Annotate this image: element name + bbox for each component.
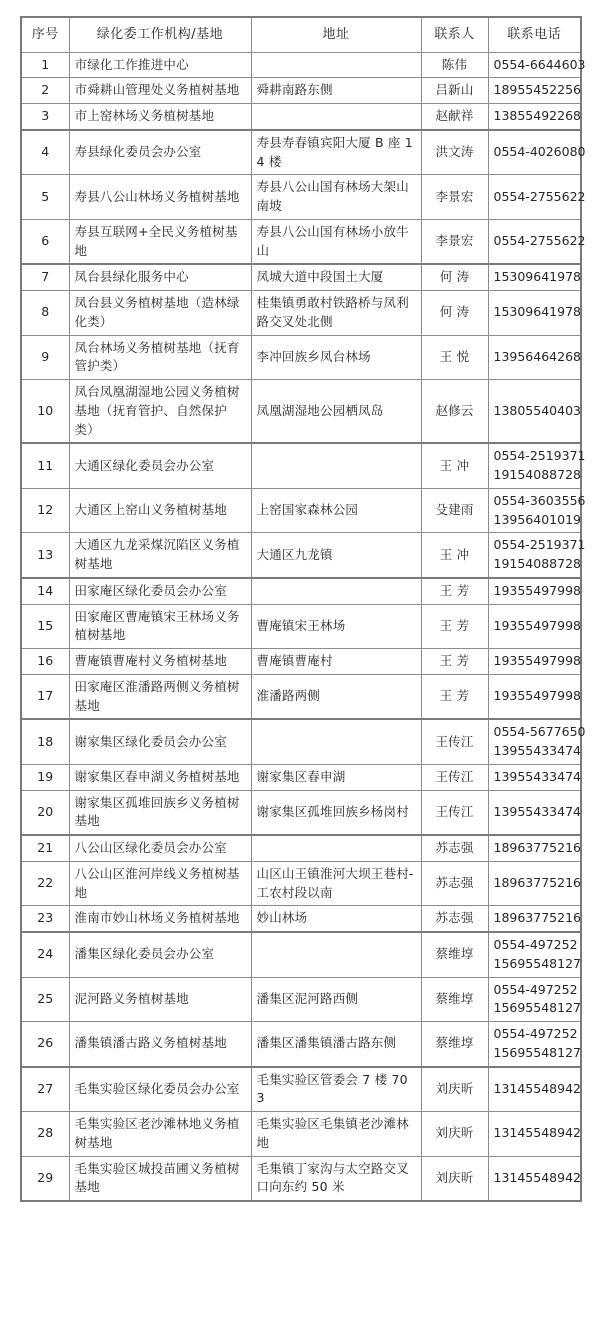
cell-address	[251, 104, 421, 130]
table-row	[21, 1156, 581, 1201]
cell-contact-person: 刘庆昕	[421, 1112, 488, 1157]
cell-phone	[488, 219, 586, 264]
cell-index: 26	[21, 1022, 69, 1067]
cell-organization: 大通区上窑山义务植树基地	[69, 488, 251, 533]
cell-contact-person: 刘庆昕	[421, 1156, 488, 1201]
column-header-address: 地址	[251, 17, 421, 52]
table-row	[21, 764, 581, 790]
cell-contact-person: 赵修云	[421, 380, 488, 444]
cell-index: 1	[21, 52, 69, 78]
cell-organization: 田家庵区淮潘路两侧义务植树基地	[69, 674, 251, 719]
phone-number: 19154088728	[493, 467, 581, 482]
cell-phone	[488, 291, 581, 336]
cell-index: 5	[21, 175, 69, 220]
cell-organization: 八公山区淮河岸线义务植树基地	[69, 861, 251, 906]
cell-contact-person: 吕新山	[421, 78, 488, 104]
cell-address: 谢家集区春申湖	[251, 764, 421, 790]
cell-organization: 大通区绿化委员会办公室	[69, 443, 251, 488]
cell-index: 25	[21, 977, 69, 1022]
table-row	[21, 578, 581, 604]
cell-address	[251, 835, 421, 861]
cell-index: 19	[21, 764, 69, 790]
table-row	[21, 291, 581, 336]
column-header-organization: 绿化委工作机构/基地	[69, 17, 251, 52]
table-row	[21, 604, 581, 649]
table-row	[21, 835, 581, 861]
cell-contact-person: 刘庆昕	[421, 1067, 488, 1112]
cell-contact-person: 李景宏	[421, 175, 488, 220]
cell-contact-person: 蔡维埻	[421, 1022, 488, 1067]
cell-index: 13	[21, 533, 69, 578]
column-header-phone: 联系电话	[488, 17, 581, 52]
table-row	[21, 790, 581, 835]
phone-number: 0554-6644603	[493, 56, 586, 72]
cell-address	[251, 932, 421, 977]
phone-number: 18963775216	[493, 875, 581, 891]
cell-index: 4	[21, 130, 69, 175]
phone-number: 19355497998	[493, 688, 581, 704]
cell-index: 15	[21, 604, 69, 649]
cell-contact-person: 陈伟	[421, 52, 488, 78]
cell-index: 22	[21, 861, 69, 906]
cell-address: 毛集镇丁家沟与太空路交叉口向东约 50 米	[251, 1156, 421, 1201]
cell-phone	[488, 335, 581, 380]
phone-number: 19355497998	[493, 617, 581, 633]
cell-index: 2	[21, 78, 69, 104]
phone-number: 0554-497252	[493, 937, 578, 952]
phone-number: 0554-3603556	[493, 492, 586, 508]
cell-contact-person: 王传江	[421, 790, 488, 835]
cell-index: 6	[21, 219, 69, 264]
table-row	[21, 52, 581, 78]
table-row	[21, 719, 581, 764]
table-row	[21, 674, 581, 719]
cell-organization: 寿县绿化委员会办公室	[69, 130, 251, 175]
phone-number: 13145548942	[493, 1125, 581, 1141]
table-row	[21, 130, 581, 175]
cell-index: 23	[21, 906, 69, 932]
phone-number: 15695548127	[493, 955, 581, 971]
phone-number: 18963775216	[493, 840, 581, 855]
cell-phone	[488, 719, 586, 764]
cell-index: 16	[21, 649, 69, 675]
table-row	[21, 104, 581, 130]
cell-contact-person: 李景宏	[421, 219, 488, 264]
greening-committee-contact-table	[20, 16, 586, 1202]
cell-index: 10	[21, 380, 69, 444]
phone-number: 13956401019	[493, 511, 581, 527]
cell-contact-person: 王 冲	[421, 533, 488, 578]
phone-number: 13805540403	[493, 402, 581, 418]
cell-index: 20	[21, 790, 69, 835]
cell-phone	[488, 78, 581, 104]
cell-phone	[488, 906, 581, 932]
cell-organization: 凤台县义务植树基地（造林绿化类）	[69, 291, 251, 336]
cell-phone	[488, 977, 581, 1022]
cell-organization: 潘集镇潘古路义务植树基地	[69, 1022, 251, 1067]
phone-number: 13955433474	[493, 803, 581, 819]
cell-address: 曹庵镇曹庵村	[251, 649, 421, 675]
phone-number: 13145548942	[493, 1169, 581, 1185]
phone-number: 0554-4026080	[493, 144, 586, 160]
cell-organization: 毛集实验区城投苗圃义务植树基地	[69, 1156, 251, 1201]
cell-phone	[488, 932, 581, 977]
table-row	[21, 906, 581, 932]
cell-address: 潘集区泥河路西侧	[251, 977, 421, 1022]
cell-index: 9	[21, 335, 69, 380]
column-header-contact-person: 联系人	[421, 17, 488, 52]
cell-phone	[488, 104, 581, 130]
cell-address	[251, 578, 421, 604]
cell-address: 淮潘路两侧	[251, 674, 421, 719]
cell-index: 14	[21, 578, 69, 604]
cell-organization: 八公山区绿化委员会办公室	[69, 835, 251, 861]
table-header	[21, 17, 581, 52]
table-row	[21, 932, 581, 977]
table-row	[21, 264, 581, 290]
cell-phone	[488, 533, 586, 578]
table-row	[21, 175, 581, 220]
cell-phone	[488, 130, 586, 175]
cell-phone	[488, 264, 581, 290]
cell-organization: 凤台县绿化服务中心	[69, 264, 251, 290]
cell-address: 寿县八公山国有林场小放牛山	[251, 219, 421, 264]
cell-organization: 田家庵区绿化委员会办公室	[69, 578, 251, 604]
cell-phone	[488, 861, 581, 906]
phone-number: 15309641978	[493, 269, 581, 285]
cell-organization: 市上窑林场义务植树基地	[69, 104, 251, 130]
phone-number: 19355497998	[493, 653, 581, 668]
cell-address: 舜耕南路东侧	[251, 78, 421, 104]
cell-organization: 凤台林场义务植树基地（抚育管护类）	[69, 335, 251, 380]
cell-phone	[488, 835, 581, 861]
cell-organization: 田家庵区曹庵镇宋王林场义务植树基地	[69, 604, 251, 649]
cell-address: 曹庵镇宋王林场	[251, 604, 421, 649]
phone-number: 0554-2519371	[493, 537, 586, 553]
contact-table-wrapper	[20, 16, 586, 1202]
cell-address: 凤凰湖湿地公园栖凤岛	[251, 380, 421, 444]
table-row	[21, 533, 581, 578]
phone-number: 19154088728	[493, 556, 581, 571]
phone-number: 15309641978	[493, 304, 581, 320]
cell-contact-person: 赵献祥	[421, 104, 488, 130]
cell-index: 12	[21, 488, 69, 533]
cell-index: 28	[21, 1112, 69, 1157]
column-header-index: 序号	[21, 17, 69, 52]
cell-contact-person: 王 芳	[421, 604, 488, 649]
cell-organization: 毛集实验区老沙滩林地义务植树基地	[69, 1112, 251, 1157]
cell-contact-person: 王 悦	[421, 335, 488, 380]
table-row	[21, 335, 581, 380]
cell-phone	[488, 1067, 581, 1112]
cell-address: 毛集实验区毛集镇老沙滩林地	[251, 1112, 421, 1157]
cell-phone	[488, 1022, 581, 1067]
phone-number: 0554-2519371	[493, 448, 586, 464]
phone-number: 13855492268	[493, 108, 581, 123]
cell-address: 凤城大道中段国土大厦	[251, 264, 421, 290]
cell-index: 17	[21, 674, 69, 719]
cell-address: 谢家集区孤堆回族乡杨岗村	[251, 790, 421, 835]
table-row	[21, 861, 581, 906]
table-body	[21, 52, 586, 1201]
cell-organization: 寿县互联网+全民义务植树基地	[69, 219, 251, 264]
phone-number: 0554-497252	[493, 981, 578, 997]
cell-address	[251, 719, 421, 764]
cell-organization: 潘集区绿化委员会办公室	[69, 932, 251, 977]
cell-phone	[488, 604, 581, 649]
table-row	[21, 380, 581, 444]
table-header-row	[21, 17, 581, 52]
cell-address: 妙山林场	[251, 906, 421, 932]
table-row	[21, 977, 581, 1022]
phone-number: 19355497998	[493, 582, 581, 598]
cell-index: 11	[21, 443, 69, 488]
table-row	[21, 1022, 581, 1067]
phone-number: 13955433474	[493, 743, 581, 758]
cell-organization: 泥河路义务植树基地	[69, 977, 251, 1022]
cell-index: 7	[21, 264, 69, 290]
cell-address: 桂集镇勇敢村铁路桥与凤利路交叉处北侧	[251, 291, 421, 336]
table-row	[21, 1067, 581, 1112]
phone-number: 13955433474	[493, 768, 581, 784]
phone-number: 15695548127	[493, 1044, 581, 1060]
cell-address	[251, 52, 421, 78]
cell-organization: 毛集实验区绿化委员会办公室	[69, 1067, 251, 1112]
cell-index: 21	[21, 835, 69, 861]
cell-index: 24	[21, 932, 69, 977]
cell-phone	[488, 380, 581, 444]
table-row	[21, 649, 581, 675]
cell-contact-person: 苏志强	[421, 906, 488, 932]
cell-address: 山区山王镇淮河大坝王巷村-工农村段以南	[251, 861, 421, 906]
cell-phone	[488, 790, 581, 835]
table-row	[21, 488, 581, 533]
phone-number: 13956464268	[493, 348, 581, 364]
phone-number: 13145548942	[493, 1080, 581, 1096]
cell-address: 潘集区潘集镇潘古路东侧	[251, 1022, 421, 1067]
cell-contact-person: 苏志强	[421, 861, 488, 906]
cell-organization: 谢家集区春申湖义务植树基地	[69, 764, 251, 790]
cell-index: 29	[21, 1156, 69, 1201]
cell-contact-person: 何 涛	[421, 291, 488, 336]
cell-contact-person: 王传江	[421, 719, 488, 764]
cell-contact-person: 蔡维埻	[421, 977, 488, 1022]
cell-phone	[488, 175, 586, 220]
cell-contact-person: 王 芳	[421, 674, 488, 719]
cell-address: 大通区九龙镇	[251, 533, 421, 578]
cell-phone	[488, 649, 581, 675]
cell-index: 18	[21, 719, 69, 764]
cell-organization: 凤台凤凰湖湿地公园义务植树基地（抚育管护、自然保护类）	[69, 380, 251, 444]
table-row	[21, 443, 581, 488]
cell-organization: 谢家集区绿化委员会办公室	[69, 719, 251, 764]
cell-contact-person: 王 芳	[421, 649, 488, 675]
cell-contact-person: 王 冲	[421, 443, 488, 488]
cell-contact-person: 洪文涛	[421, 130, 488, 175]
cell-organization: 曹庵镇曹庵村义务植树基地	[69, 649, 251, 675]
cell-organization: 市舜耕山管理处义务植树基地	[69, 78, 251, 104]
cell-address: 寿县寿春镇宾阳大厦 B 座 14 楼	[251, 130, 421, 175]
cell-organization: 市绿化工作推进中心	[69, 52, 251, 78]
cell-address: 李冲回族乡凤台林场	[251, 335, 421, 380]
cell-organization: 谢家集区孤堆回族乡义务植树基地	[69, 790, 251, 835]
cell-phone	[488, 488, 586, 533]
cell-phone	[488, 52, 586, 78]
cell-index: 3	[21, 104, 69, 130]
table-row	[21, 78, 581, 104]
cell-address: 寿县八公山国有林场大架山南坡	[251, 175, 421, 220]
cell-contact-person: 蔡维埻	[421, 932, 488, 977]
cell-contact-person: 殳建雨	[421, 488, 488, 533]
phone-number: 0554-2755622	[493, 188, 586, 204]
cell-index: 27	[21, 1067, 69, 1112]
cell-phone	[488, 764, 581, 790]
phone-number: 0554-5677650	[493, 724, 586, 740]
cell-contact-person: 王 芳	[421, 578, 488, 604]
cell-phone	[488, 1112, 581, 1157]
cell-phone	[488, 674, 581, 719]
phone-number: 18955452256	[493, 82, 581, 98]
table-row	[21, 219, 581, 264]
cell-address: 上窑国家森林公园	[251, 488, 421, 533]
cell-organization: 大通区九龙采煤沉陷区义务植树基地	[69, 533, 251, 578]
cell-contact-person: 何 涛	[421, 264, 488, 290]
table-row	[21, 1112, 581, 1157]
cell-address	[251, 443, 421, 488]
cell-phone	[488, 443, 586, 488]
cell-address: 毛集实验区管委会 7 楼 703	[251, 1067, 421, 1112]
phone-number: 15695548127	[493, 1000, 581, 1016]
phone-number: 18963775216	[493, 910, 581, 926]
cell-contact-person: 苏志强	[421, 835, 488, 861]
cell-phone	[488, 1156, 581, 1201]
cell-organization: 淮南市妙山林场义务植树基地	[69, 906, 251, 932]
cell-index: 8	[21, 291, 69, 336]
cell-organization: 寿县八公山林场义务植树基地	[69, 175, 251, 220]
phone-number: 0554-497252	[493, 1026, 578, 1041]
cell-contact-person: 王传江	[421, 764, 488, 790]
cell-phone	[488, 578, 581, 604]
phone-number: 0554-2755622	[493, 233, 586, 249]
